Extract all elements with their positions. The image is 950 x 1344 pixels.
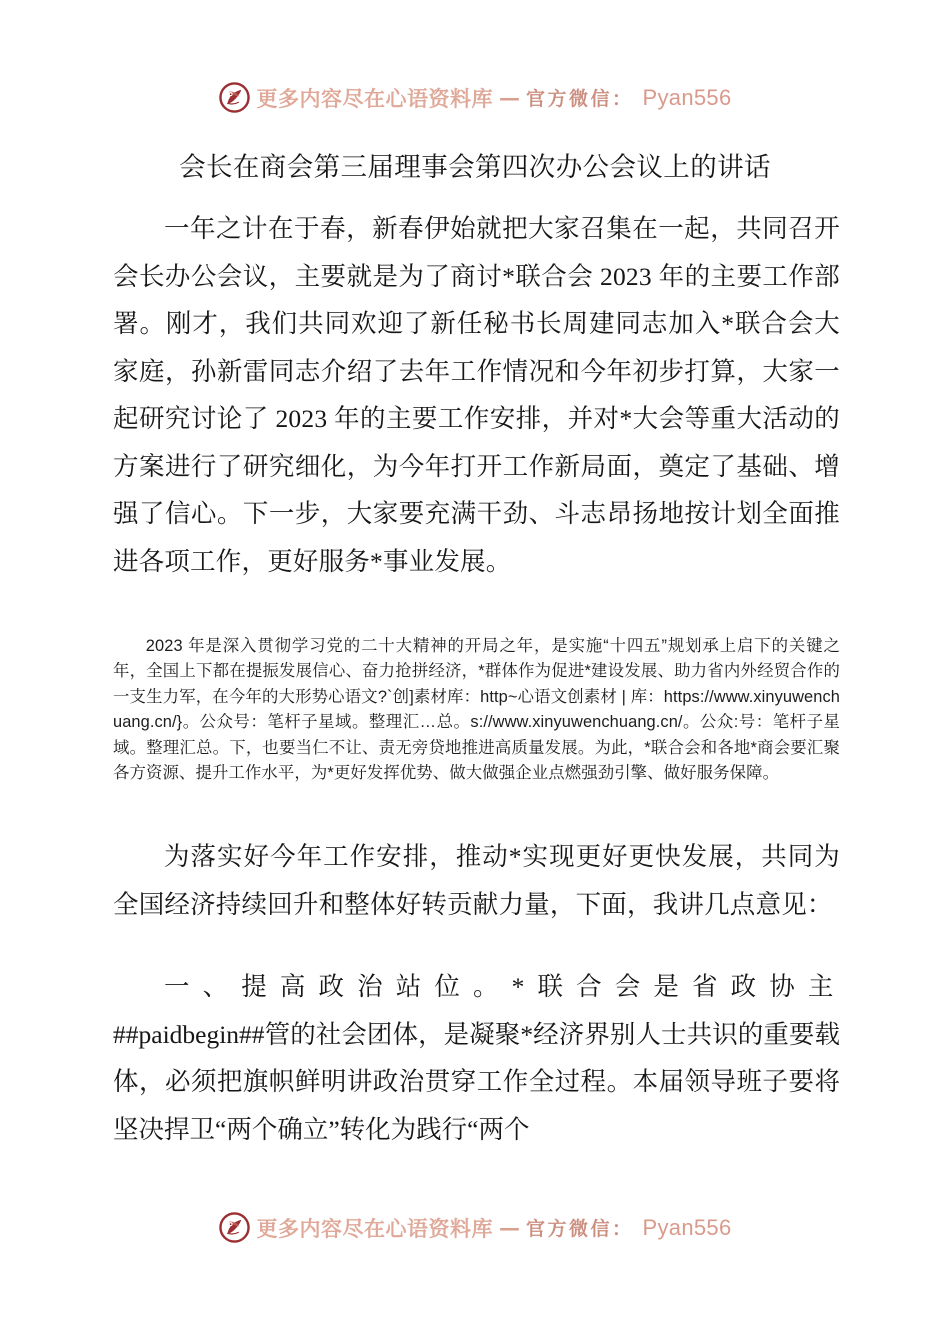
watermark-wechat-label: 官方微信： — [526, 1218, 634, 1240]
paragraph-inserted-note: 2023 年是深入贯彻学习党的二十大精神的开局之年，是实施“十四五”规划承上启下的关键之年，全国上下都在提振发展信心、奋力抢拼经济，*群体作为促进*建设发展、助力省内外经贸合作的一支生力军，在今年的大形势心语文?`创]素材库：http~心语文创素材 | 库：https://www.xinyuwenchuang.cn/}。公众号：笔杆子星域。整理汇…总。s://www.xinyuwenchuang.cn/。公众:号：笔杆子星域。整理汇总。下，也要当仁不让、责无旁贷地推进高质量发展。为此，*联合会和各地*商会要汇聚各方资源、提升工作水平，为*更好发挥优势、做大做强企业点燃强劲引擎、做好服务保障。 — [113, 637, 840, 783]
paid-begin-marker: ##paidbegin## — [113, 1019, 265, 1049]
paragraph-block-4 — [113, 963, 840, 1153]
fish-circle-logo-icon — [219, 82, 250, 113]
watermark-wechat-label: 官方微信： — [526, 88, 634, 110]
watermark-brand-text: 更多内容尽在心语资料库 — [256, 1215, 494, 1241]
paragraph-transition: 为落实好今年工作安排，推动*实现更好更快发展，共同为全国经济持续回升和整体好转贡献力量，下面，我讲几点意见： — [113, 842, 840, 919]
watermark-dash: — — [499, 85, 521, 110]
watermark-dash: — — [499, 1215, 521, 1240]
paragraph-block-3 — [113, 833, 840, 928]
section-heading-rest: 管的社会团体，是凝聚*经济界别人士共识的重要载体，必须把旗帜鲜明讲政治贯穿工作全过程。本届领导班子要将坚决捍卫“两个确立”转化为践行“两个 — [113, 1019, 840, 1144]
watermark-wechat-id: Pyan556 — [642, 1214, 732, 1240]
section-heading-lead: 一、提高政治站位。*联合会是省政协主 — [164, 972, 840, 1001]
paragraph-block-1 — [113, 205, 840, 585]
footer-watermark — [0, 1212, 950, 1243]
watermark-wechat-id: Pyan556 — [642, 84, 732, 110]
fish-circle-logo-icon — [219, 1212, 250, 1243]
header-watermark — [0, 82, 950, 113]
section-heading-one — [113, 963, 840, 1153]
watermark-brand-text: 更多内容尽在心语资料库 — [256, 85, 494, 111]
paragraph-block-2 — [113, 634, 840, 786]
page-title: 会长在商会第三届理事会第四次办公会议上的讲话 — [179, 152, 771, 182]
paragraph-opening: 一年之计在于春，新春伊始就把大家召集在一起，共同召开会长办公会议，主要就是为了商讨*联合会 2023 年的主要工作部署。刚才，我们共同欢迎了新任秘书长周建同志加入*联合会大家庭，孙新雷同志介绍了去年工作情况和今年初步打算，大家一起研究讨论了 2023 年的主要工作安排，并对*大会等重大活动的方案进行了研究细化，为今年打开工作新局面，奠定了基础、增强了信心。下一步，大家要充满干劲、斗志昂扬地按计划全面推进各项工作，更好服务*事业发展。 — [113, 214, 840, 576]
